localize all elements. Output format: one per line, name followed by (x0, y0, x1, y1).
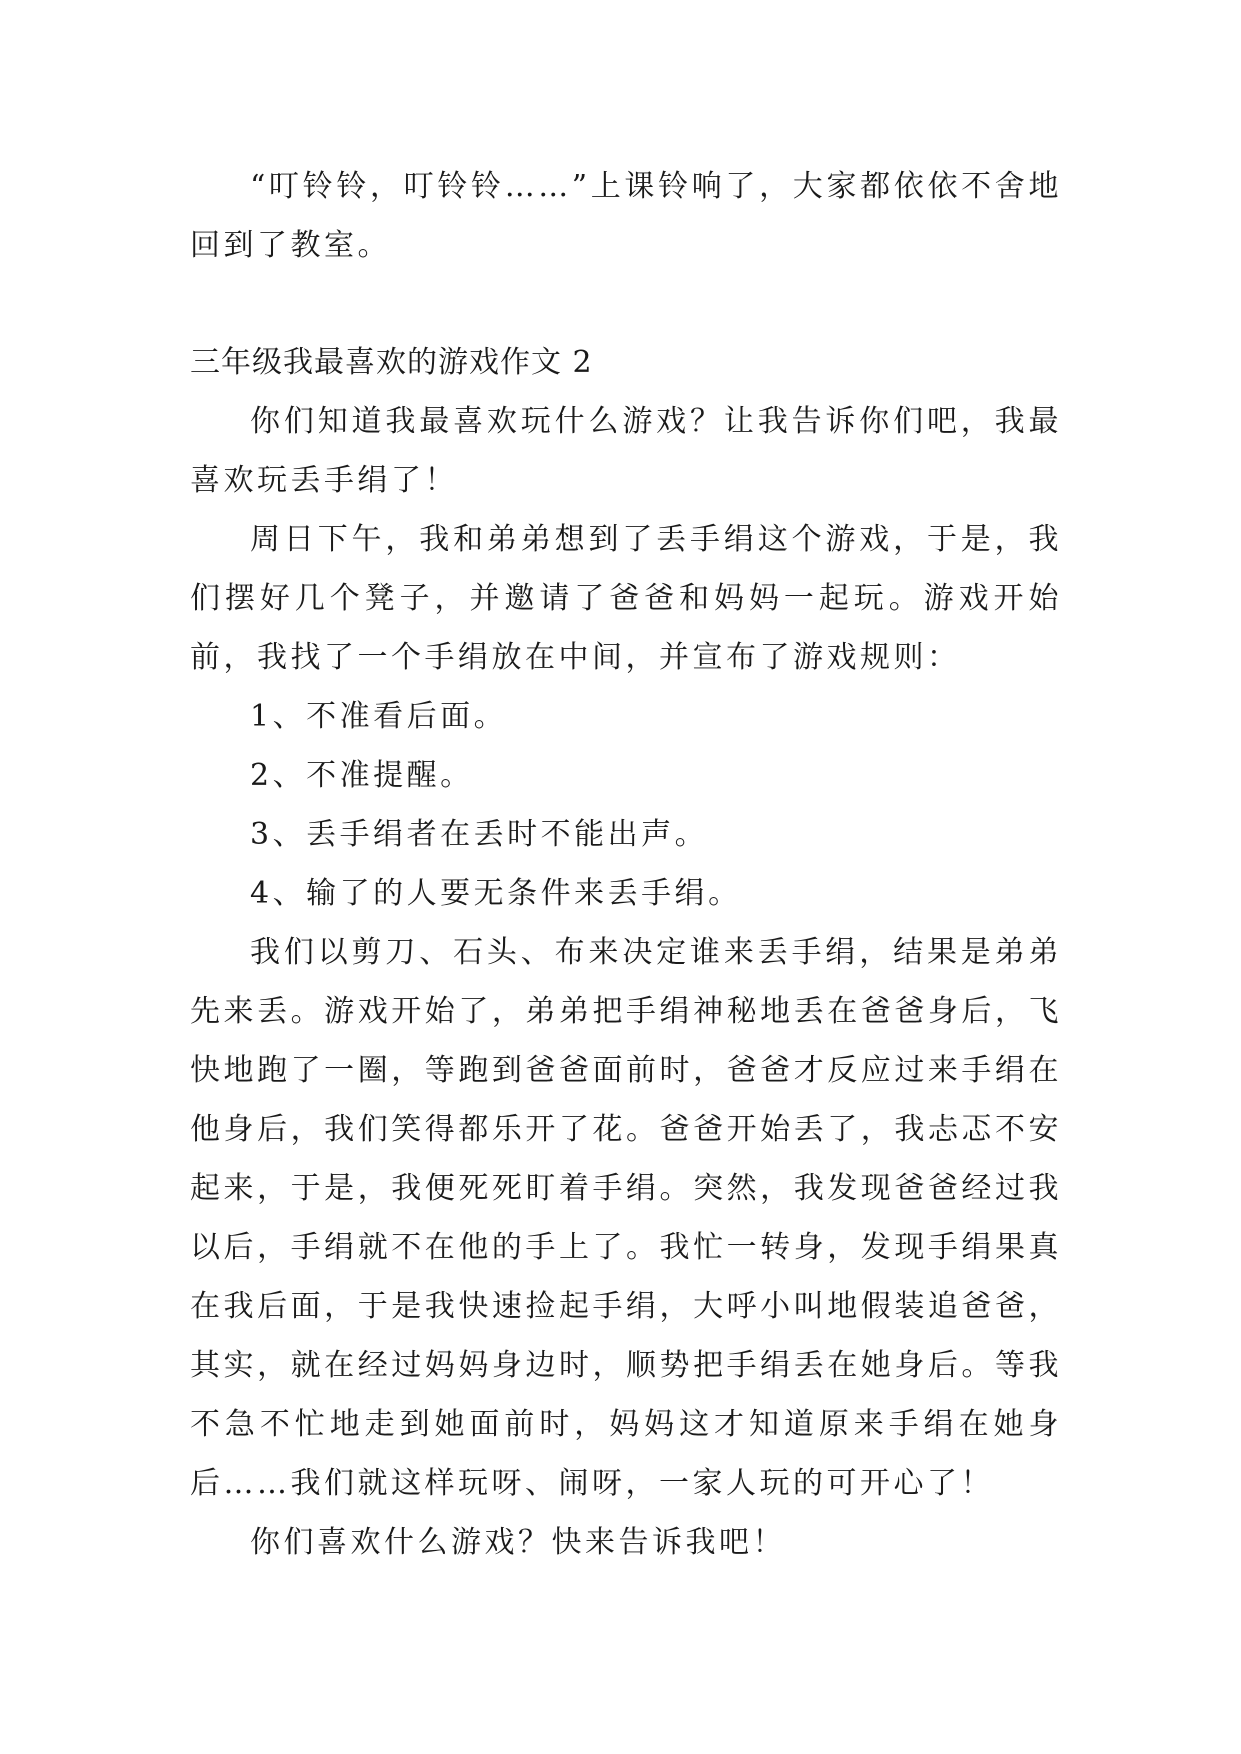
rule-item: 3、丢手绢者在丢时不能出声。 (250, 817, 709, 852)
rule-item: 1、不准看后面。 (250, 699, 508, 734)
paragraph: 我们以剪刀、石头、布来决定谁来丢手绢，结果是弟弟先来丢。游戏开始了，弟弟把手绢神秘地丢在爸爸身后，飞快地跑了一圈，等跑到爸爸面前时，爸爸才反应过来手绢在他身后，我们笑得都乐开了花。爸爸开始丢了，我忐忑不安起来，于是，我便死死盯着手绢。突然，我发现爸爸经过我以后，手绢就不在他的手上了。我忙一转身，发现手绢果真在我后面，于是我快速捡起手绢，大呼小叫地假装追爸爸，其实，就在经过妈妈身边时，顺势把手绢丢在她身后。等我不急不忙地走到她面前时，妈妈这才知道原来手绢在她身后……我们就这样玩呀、闹呀，一家人玩的可开心了！ (190, 935, 1062, 1501)
document-body (190, 157, 1062, 1572)
paragraph: 周日下午，我和弟弟想到了丢手绢这个游戏，于是，我们摆好几个凳子，并邀请了爸爸和妈妈一起玩。游戏开始前，我找了一个手绢放在中间，并宣布了游戏规则： (190, 522, 1062, 675)
paragraph: 你们喜欢什么游戏？快来告诉我吧！ (250, 1525, 786, 1560)
paragraph-intro-end: “叮铃铃，叮铃铃……”上课铃响了，大家都依依不舍地回到了教室。 (190, 169, 1062, 263)
paragraph: 你们知道我最喜欢玩什么游戏？让我告诉你们吧，我最喜欢玩丢手绢了！ (190, 404, 1062, 498)
essay-heading: 三年级我最喜欢的游戏作文 2 (190, 345, 593, 380)
rule-item: 4、输了的人要无条件来丢手绢。 (250, 876, 742, 911)
rule-item: 2、不准提醒。 (250, 758, 474, 793)
